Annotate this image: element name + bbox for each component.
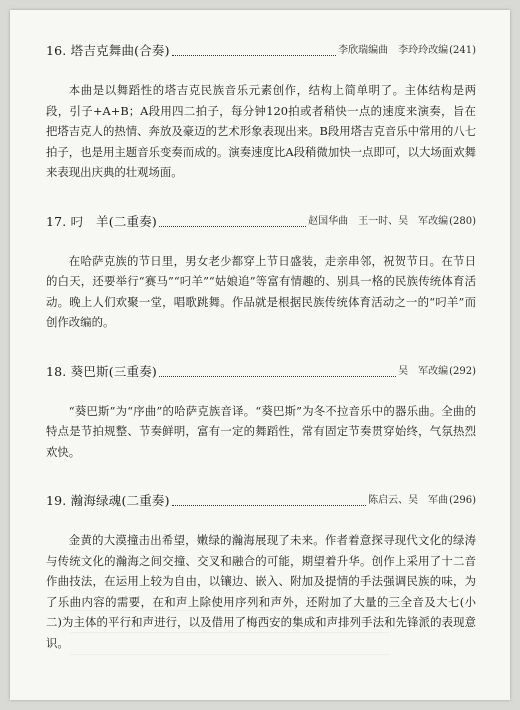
entry-arranger: 吴 军改编: [398, 365, 449, 377]
entry-heading: [46, 42, 476, 60]
entry-description: 在哈萨克族的节日里，男女老少都穿上节日盛装，走亲串邻，祝贺节日。在节日的白天，还要举行“赛马”“叼羊”“姑娘追”等富有情趣的、别具一格的民族传统体育活动。晚上人们欢聚一堂，唱歌跳舞。作品就是根据民族传统体育活动之一的“叼羊”而创作改编的。: [46, 253, 476, 329]
toc-entry-19: [46, 492, 476, 653]
document-page: [10, 10, 510, 700]
entry-credit: [308, 213, 476, 231]
entry-page-number: (241): [449, 45, 476, 56]
entry-arranger: 赵国华曲 王一时、吴 军改编: [308, 215, 449, 227]
show-through-line: [70, 610, 390, 611]
entry-credit: [338, 42, 476, 60]
show-through-line: [70, 654, 390, 655]
entry-heading: [46, 213, 476, 231]
entry-title: 19. 瀚海绿魂(二重奏): [46, 493, 170, 508]
entry-arranger: 李欣瑞编曲 李玲玲改编: [338, 45, 449, 56]
entry-page-number: (280): [449, 215, 476, 227]
entry-heading: [46, 492, 476, 510]
entry-title: 16. 塔吉克舞曲(合奏): [46, 43, 170, 58]
entry-description: “葵巴斯”为“序曲”的哈萨克族音译。“葵巴斯”为冬不拉音乐中的器乐曲。全曲的特点是节拍规整、节奏鲜明，富有一定的舞蹈性，常有固定节奏贯穿始终，气氛热烈欢快。: [46, 403, 476, 459]
entry-title: 17. 叼 羊(二重奏): [46, 213, 158, 229]
entry-credit: [368, 492, 476, 510]
entry-heading: [46, 363, 476, 381]
toc-entry-17: [46, 213, 476, 333]
toc-entry-16: [46, 42, 476, 183]
show-through-line: [70, 632, 390, 633]
entry-title: 18. 葵巴斯(三重奏): [46, 363, 158, 379]
entry-page-number: (292): [449, 365, 476, 377]
dotted-leader: [159, 376, 396, 377]
dotted-leader: [172, 55, 336, 56]
entry-arranger: 陈启云、吴 军曲: [368, 495, 449, 506]
entry-page-number: (296): [449, 495, 476, 506]
entry-credit: [398, 363, 476, 381]
entry-description: 本曲是以舞蹈性的塔吉克民族音乐元素创作，结构上简单明了。主体结构是两段，引子+A+B；A段用四二拍子，每分钟120拍或者稍快一点的速度来演奏，旨在把塔吉克人的热情、奔放及豪迈的艺术形象表现出来。B段用塔吉克音乐中常用的八七拍子，也是用主题音乐变奏而成的。演奏速度比A段稍微加快一点即可，以大场面欢舞来表现出庆典的壮观场面。: [46, 83, 476, 179]
dotted-leader: [172, 505, 366, 506]
entry-description: 金黄的大漠撞击出希望，嫩绿的瀚海展现了未来。作者着意探寻现代文化的绿涛与传统文化的瀚海之间交撞、交叉和融合的可能，期望着升华。创作上采用了十二音作曲技法，在运用上较为自由，以镶边、嵌入、附加及提情的手法强调民族的味，为了乐曲内容的需要，在和声上除使用序列和声外，还附加了大量的三全音及大七(小二)为主体的平行和声进行，以及借用了梅西安的集成和声排列手法和先锋派的表现意识。: [46, 533, 476, 650]
toc-entry-18: [46, 363, 476, 463]
dotted-leader: [159, 226, 306, 227]
